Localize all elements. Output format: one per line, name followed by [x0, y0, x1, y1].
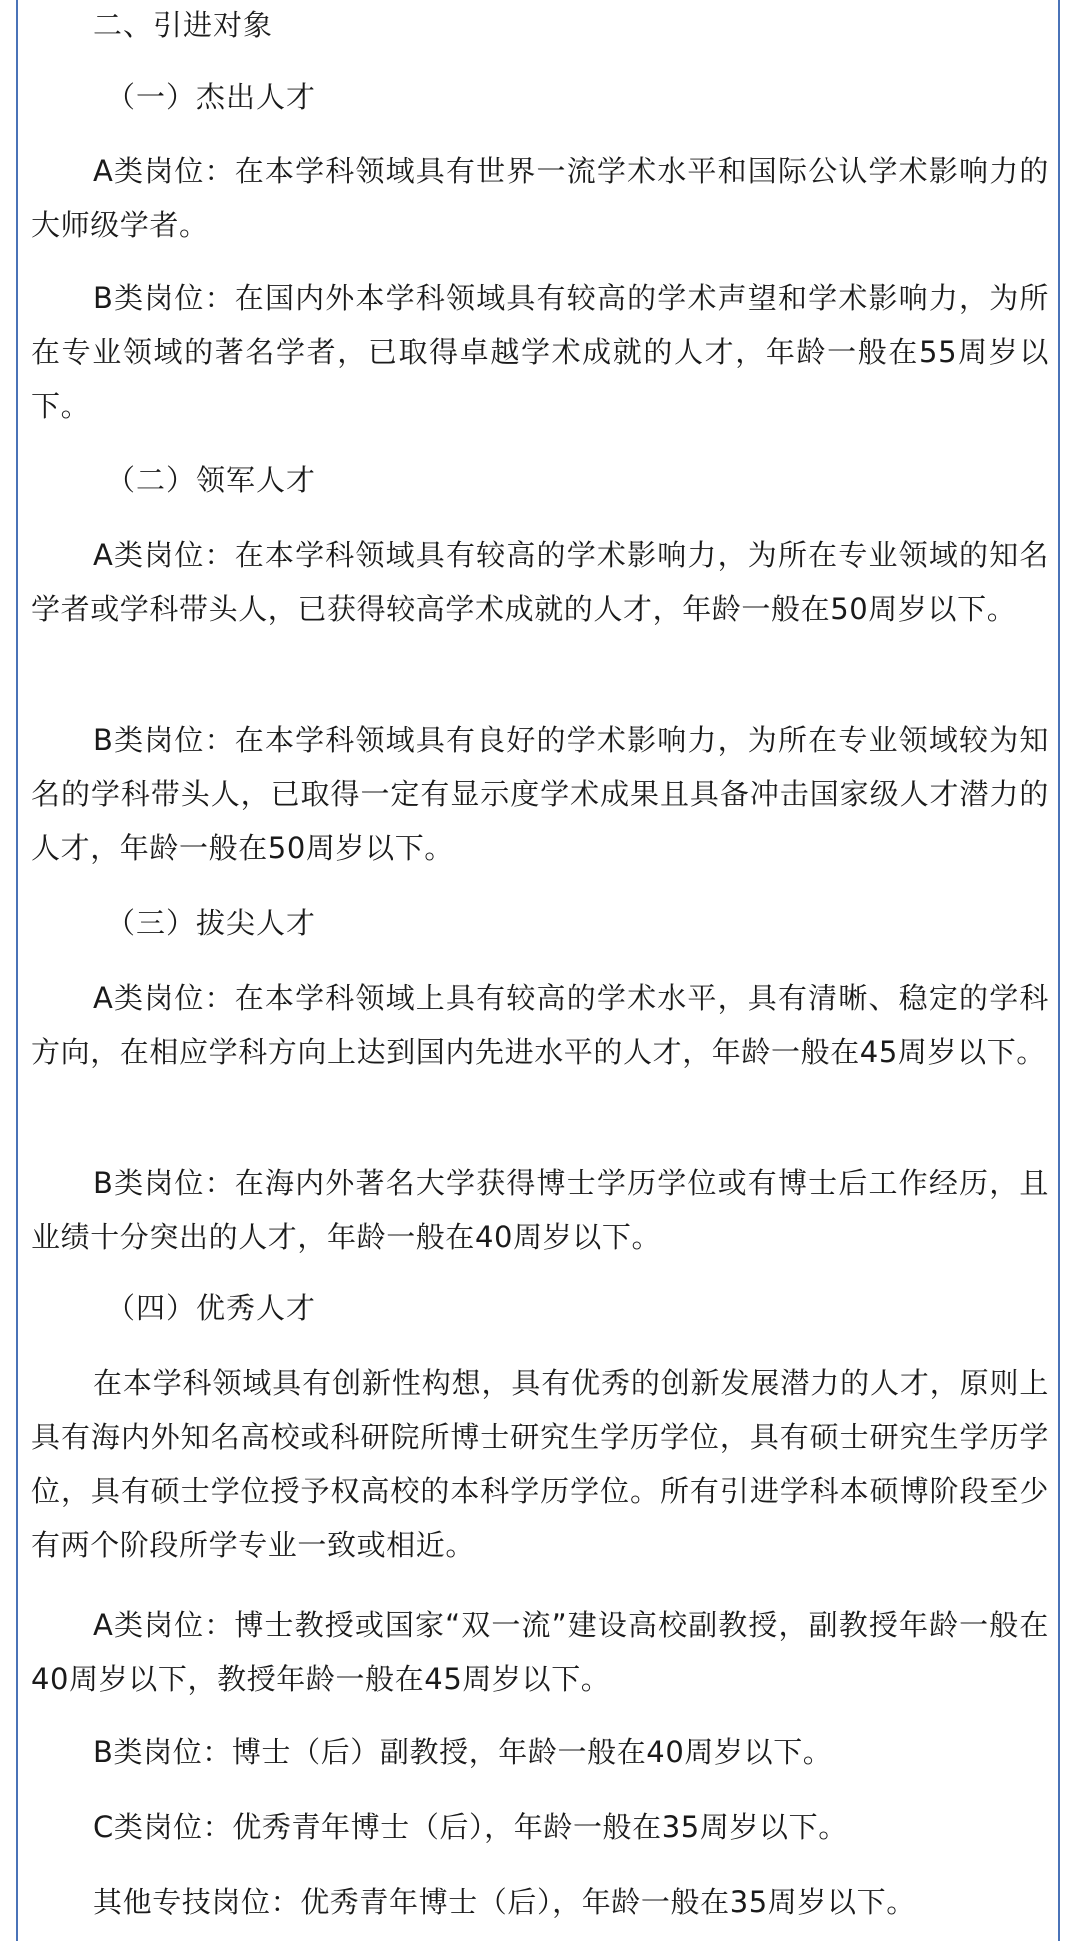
group-title-top: （三）拔尖人才 [106, 906, 317, 940]
paragraph-excellent-c: C类岗位：优秀青年博士（后），年龄一般在35周岁以下。 [93, 1810, 848, 1844]
group-title-excellent: （四）优秀人才 [106, 1291, 317, 1325]
paragraph-leading-b: B类岗位：在本学科领域具有良好的学术影响力，为所在专业领域较为知名的学科带头人，已取得一定有显示度学术成果且具备冲击国家级人才潜力的人才，年龄一般在50周岁以下。 [31, 723, 1049, 865]
paragraph-leading-a: A类岗位：在本学科领域具有较高的学术影响力，为所在专业领域的知名学者或学科带头人，已获得较高学术成就的人才，年龄一般在50周岁以下。 [31, 538, 1049, 626]
paragraph-excellent-a: A类岗位：博士教授或国家“双一流”建设高校副教授，副教授年龄一般在40周岁以下，教授年龄一般在45周岁以下。 [31, 1608, 1049, 1696]
paragraph-top-a: A类岗位：在本学科领域上具有较高的学术水平，具有清晰、稳定的学科方向，在相应学科方向上达到国内先进水平的人才，年龄一般在45周岁以下。 [31, 981, 1049, 1069]
paragraph-excellent-general: 在本学科领域具有创新性构想，具有优秀的创新发展潜力的人才，原则上具有海内外知名高校或科研院所博士研究生学历学位，具有硕士研究生学历学位，具有硕士学位授予权高校的本科学历学位。所有引进学科本硕博阶段至少有两个阶段所学专业一致或相近。 [31, 1366, 1049, 1562]
paragraph-outstanding-a: A类岗位：在本学科领域具有世界一流学术水平和国际公认学术影响力的大师级学者。 [31, 154, 1049, 242]
paragraph-excellent-b: B类岗位：博士（后）副教授，年龄一般在40周岁以下。 [93, 1735, 833, 1769]
group-title-leading: （二）领军人才 [106, 463, 317, 497]
paragraph-excellent-other: 其他专技岗位：优秀青年博士（后），年龄一般在35周岁以下。 [93, 1885, 916, 1919]
section-title: 二、引进对象 [93, 8, 274, 42]
paragraph-outstanding-b: B类岗位：在国内外本学科领域具有较高的学术声望和学术影响力，为所在专业领域的著名学者，已取得卓越学术成就的人才，年龄一般在55周岁以下。 [31, 281, 1049, 423]
group-title-outstanding: （一）杰出人才 [106, 80, 317, 114]
paragraph-top-b: B类岗位：在海内外著名大学获得博士学历学位或有博士后工作经历，且业绩十分突出的人才，年龄一般在40周岁以下。 [31, 1166, 1049, 1254]
